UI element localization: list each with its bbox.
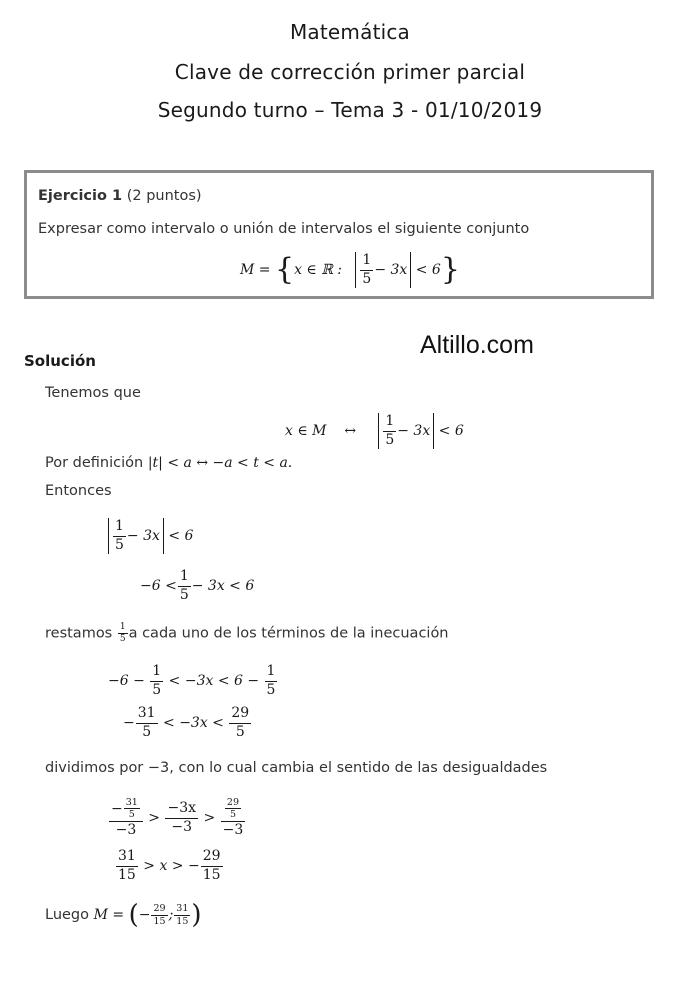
step1-abs-ineq: $\frac{1}{5}$ − 3x < 6 [108,518,193,554]
less-than-6: < 6 [415,262,441,278]
exercise-statement: Expresar como intervalo o unión de intervalos el siguiente conjunto [38,221,530,237]
set-definition [240,252,460,288]
fraction-1-5: $\frac{1}{5}$ [362,252,372,287]
header-title: Matemática [289,20,411,44]
luego-line: Luego M = (− $\frac{29}{15}$ ; $\frac{31}{15}$ ) [45,900,202,930]
step2-double-ineq: −6 < $\frac{1}{5}$ − 3x < 6 [140,568,255,603]
step4-simplified: − $\frac{31}{5}$ < −3x < $\frac{29}{5}$ [123,705,250,740]
exercise-points: (2 puntos) [126,188,202,204]
abs-value: $\frac{1}{5}$ − 3x [355,252,411,288]
exercise-heading [38,188,202,204]
brace-open: { [274,252,295,287]
set-condition: x ∈ ℝ : [294,262,343,278]
header-subtitle: Clave de corrección primer parcial [174,60,526,84]
tenemos-text: Tenemos que [45,385,141,401]
brace-close: } [440,252,460,287]
exercise-title: Ejercicio 1 [38,188,123,204]
step5-divide: − $\frac{31}{5}$ −3 > $\frac{-3x}{-3}$ > $\frac{\frac{29}{5}}{-3}$ [111,797,244,838]
watermark: Altillo.com [420,331,534,359]
restamos-line: restamos $\frac{1}{5}$ a cada uno de los términos de la inecuación [45,622,449,644]
definition-line: Por definición |t| < a ↔ −a < t < a. [45,455,293,471]
entonces-text: Entonces [45,483,112,499]
step3-subtract: −6 − $\frac{1}{5}$ < −3x < 6 − $\frac{1}{5}$ [108,663,276,698]
header-date: Segundo turno – Tema 3 - 01/10/2019 [157,98,543,122]
equivalence-line: x ∈ M ↔ $\frac{1}{5}$ − 3x < 6 [285,413,464,448]
dividimos-text: dividimos por −3, con lo cual cambia el sentido de las desigualdades [45,760,548,776]
solution-heading: Solución [24,352,96,370]
step6-result: $\frac{31}{15}$ > x > − $\frac{29}{15}$ [118,848,221,883]
set-lhs: M = [240,262,275,278]
